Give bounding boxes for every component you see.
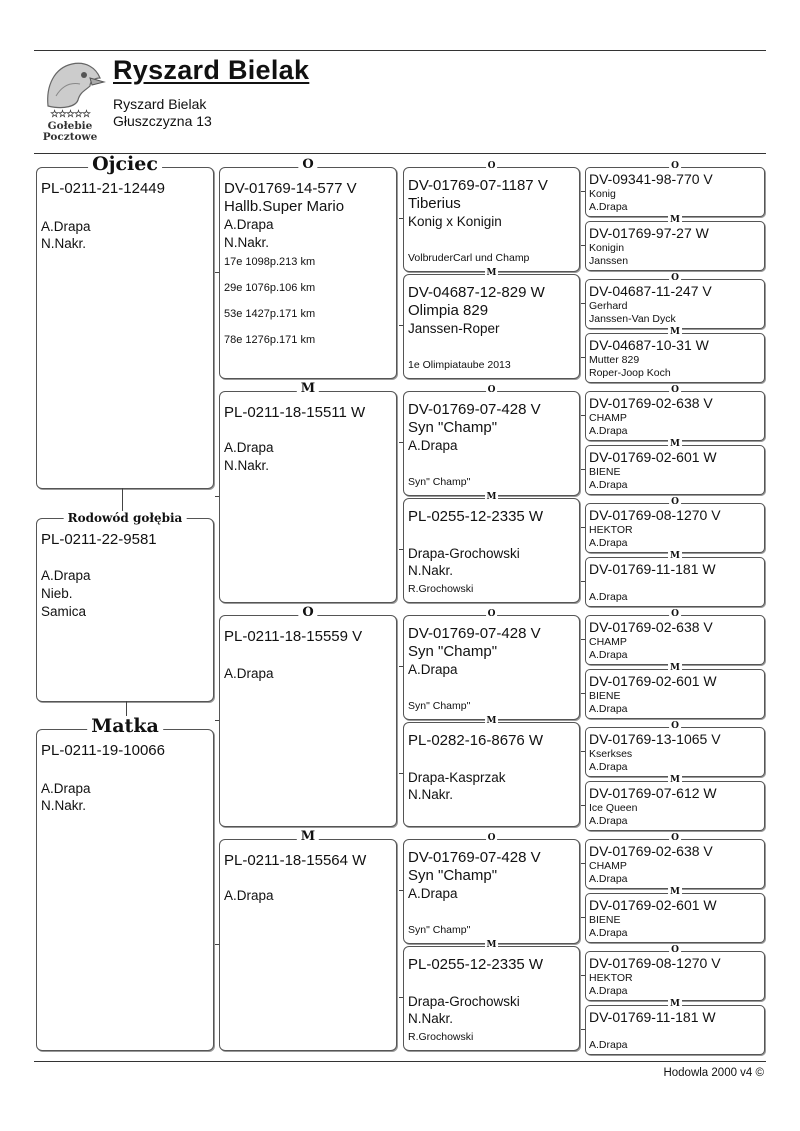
box-label: O (487, 609, 496, 619)
grandparent-box[interactable] (403, 833, 580, 944)
grandparent-box[interactable] (403, 268, 580, 379)
ring-number: DV-01769-08-1270 V (589, 507, 721, 523)
connector (581, 191, 585, 192)
breeder: A.Drapa (41, 568, 91, 583)
ring-number: DV-01769-11-181 W (589, 561, 716, 577)
note: 1e Olimpiataube 2013 (408, 359, 511, 371)
great-grandparent-box[interactable] (585, 215, 765, 271)
color: N.Nakr. (41, 798, 87, 813)
ring-number: DV-01769-02-638 V (589, 619, 713, 635)
ring-number: DV-04687-12-829 W (408, 284, 545, 301)
note: Syn" Champ" (408, 924, 471, 936)
footer-credit: Hodowla 2000 v4 © (663, 1067, 764, 1079)
breeder: A.Drapa (408, 438, 458, 453)
pigeon-name: Konigin (589, 242, 625, 254)
logo-text-line2: Pocztowe (42, 131, 98, 143)
breeder: A.Drapa (589, 1039, 628, 1051)
pigeon-name: Olimpia 829 (408, 302, 489, 319)
box-label: O (487, 385, 496, 395)
great-grandparent-box[interactable] (585, 497, 765, 553)
pigeon-name: Mutter 829 (589, 354, 640, 366)
ring-number: DV-01769-97-27 W (589, 225, 709, 241)
box-label: M (486, 268, 497, 278)
ring-number: DV-01769-02-638 V (589, 843, 713, 859)
breeder: A.Drapa (408, 662, 458, 677)
logo-text-line1: Gołebie (47, 120, 93, 132)
parent-box-dam[interactable] (219, 381, 397, 603)
ring-number: DV-01769-07-612 W (589, 785, 717, 801)
box-label: Matka (87, 716, 163, 736)
great-grandparent-box[interactable] (585, 439, 765, 495)
connector (399, 997, 403, 998)
ring-number: DV-01769-08-1270 V (589, 955, 721, 971)
breeder: A.Drapa (589, 425, 628, 437)
bottom-rule (34, 1061, 766, 1062)
great-grandparent-box[interactable] (585, 721, 765, 777)
box-label: O (487, 161, 496, 171)
note: VolbruderCarl und Champ (408, 252, 530, 264)
box-label: M (670, 439, 680, 449)
breeder: A.Drapa (589, 761, 628, 773)
box-label: O (671, 497, 679, 507)
connector (215, 944, 219, 945)
pigeon-name: Gerhard (589, 300, 628, 312)
breeder: Janssen-Van Dyck (589, 313, 676, 325)
ring-number: PL-0211-19-10066 (41, 742, 165, 759)
box-label: M (670, 663, 680, 673)
box-label: M (670, 775, 680, 785)
great-grandparent-box[interactable] (585, 609, 765, 665)
great-grandparent-box[interactable] (585, 551, 765, 607)
ring-number: DV-01769-07-1187 V (408, 177, 548, 194)
pigeon-name: BIENE (589, 914, 621, 926)
pigeon-name: CHAMP (589, 860, 627, 872)
box-label: O (298, 606, 317, 620)
grandparent-box[interactable] (403, 609, 580, 720)
breeder: A.Drapa (224, 888, 274, 903)
connector (581, 1029, 585, 1030)
club-logo (34, 56, 106, 148)
ring-number: PL-0211-18-15511 W (224, 404, 366, 421)
father-box[interactable] (36, 153, 214, 489)
color: N.Nakr. (408, 787, 454, 802)
result-line: 17e 1098p.213 km (224, 256, 316, 268)
box-label: M (670, 887, 680, 897)
great-grandparent-box[interactable] (585, 775, 765, 831)
pigeon-name: Tiberius (408, 195, 461, 212)
box-label: O (671, 273, 679, 283)
note: R.Grochowski (408, 1031, 474, 1043)
pigeon-name: Konig (589, 188, 616, 200)
ring-number: PL-0255-12-2335 W (408, 956, 544, 973)
color: N.Nakr. (224, 458, 270, 473)
breeder: Janssen (589, 255, 629, 267)
pigeon-name: Syn "Champ" (408, 419, 498, 436)
box-label: O (487, 833, 496, 843)
ring-number: DV-01769-02-638 V (589, 395, 713, 411)
grandparent-box[interactable] (403, 716, 580, 827)
ring-number: DV-01769-02-601 W (589, 449, 717, 465)
grandparent-box[interactable] (403, 940, 580, 1051)
parent-box-dam[interactable] (219, 829, 397, 1051)
connector (581, 245, 585, 246)
connector (215, 496, 219, 497)
breeder: A.Drapa (589, 815, 628, 827)
pigeon-name: Syn "Champ" (408, 867, 498, 884)
box-label: Ojciec (88, 154, 162, 174)
great-grandparent-box[interactable] (585, 945, 765, 1001)
ring-number: DV-01769-07-428 V (408, 401, 541, 418)
breeder: A.Drapa (589, 201, 628, 213)
connector (215, 720, 219, 721)
ring-number: DV-01769-11-181 W (589, 1009, 716, 1025)
connector (581, 357, 585, 358)
breeder: A.Drapa (41, 219, 91, 234)
box-label: O (671, 721, 679, 731)
sex: Samica (41, 604, 87, 619)
connector (215, 272, 219, 273)
connector (581, 693, 585, 694)
connector (399, 890, 403, 891)
breeder: A.Drapa (408, 886, 458, 901)
box-label: M (670, 999, 680, 1009)
ring-number: PL-0211-21-12449 (41, 180, 165, 197)
ring-number: DV-09341-98-770 V (589, 171, 713, 187)
box-label: Rodowód gołębia (64, 511, 187, 525)
great-grandparent-box[interactable] (585, 887, 765, 943)
connector (581, 303, 585, 304)
ring-number: DV-04687-11-247 V (589, 283, 712, 299)
box-label: M (670, 215, 680, 225)
breeder: A.Drapa (224, 666, 274, 681)
connector (399, 666, 403, 667)
pigeon-name: BIENE (589, 466, 621, 478)
great-grandparent-box[interactable] (585, 327, 765, 383)
connector (581, 805, 585, 806)
note: Syn" Champ" (408, 700, 471, 712)
grandparent-box[interactable] (403, 385, 580, 496)
connector (399, 442, 403, 443)
result-line: 29e 1076p.106 km (224, 282, 316, 294)
breeder: A.Drapa (589, 873, 628, 885)
connector (399, 773, 403, 774)
note: R.Grochowski (408, 583, 474, 595)
mother-box[interactable] (36, 715, 214, 1051)
pigeon-name: Ice Queen (589, 802, 638, 814)
connector (581, 863, 585, 864)
ring-number: DV-01769-14-577 V (224, 180, 357, 197)
strain: Drapa-Kasprzak (408, 770, 506, 785)
connector (581, 527, 585, 528)
box-label: O (671, 833, 679, 843)
connector (399, 549, 403, 550)
breeder-name: Ryszard Bielak (113, 96, 207, 112)
breeder: A.Drapa (41, 781, 91, 796)
breeder: Janssen-Roper (408, 321, 500, 336)
ring-number: DV-04687-10-31 W (589, 337, 709, 353)
ring-number: PL-0211-18-15559 V (224, 628, 363, 645)
box-label: O (671, 385, 679, 395)
box-label: M (486, 716, 497, 726)
strain: Drapa-Grochowski (408, 994, 520, 1009)
subject-box[interactable] (36, 511, 214, 702)
connector (399, 325, 403, 326)
breeder: A.Drapa (224, 440, 274, 455)
pigeon-head-icon (34, 56, 106, 112)
pigeon-name: Syn "Champ" (408, 643, 498, 660)
breeder: A.Drapa (589, 479, 628, 491)
connector (581, 975, 585, 976)
pigeon-name: Hallb.Super Mario (224, 198, 345, 215)
ring-number: DV-01769-07-428 V (408, 625, 541, 642)
ring-number: PL-0211-22-9581 (41, 531, 157, 548)
connector (581, 581, 585, 582)
ring-number: PL-0282-16-8676 W (408, 732, 544, 749)
ring-number: PL-0255-12-2335 W (408, 508, 544, 525)
great-grandparent-box[interactable] (585, 385, 765, 441)
box-label: O (671, 161, 679, 171)
great-grandparent-box[interactable] (585, 833, 765, 889)
connector (399, 218, 403, 219)
breeder: A.Drapa (589, 927, 628, 939)
pigeon-name: HEKTOR (589, 524, 633, 536)
box-label: O (671, 609, 679, 619)
color: N.Nakr. (41, 236, 87, 251)
box-label: M (297, 830, 319, 844)
pigeon-name: HEKTOR (589, 972, 633, 984)
note: Syn" Champ" (408, 476, 471, 488)
pigeon-name: CHAMP (589, 412, 627, 424)
pigeon-name: Kserkses (589, 748, 633, 760)
connector (581, 639, 585, 640)
breeder: A.Drapa (589, 537, 628, 549)
box-label: M (486, 940, 497, 950)
grandparent-box[interactable] (403, 492, 580, 603)
breeder: Konig x Konigin (408, 214, 502, 229)
color: N.Nakr. (408, 1011, 454, 1026)
box-label: O (298, 158, 317, 172)
ring-number: DV-01769-02-601 W (589, 897, 717, 913)
box-label: M (486, 492, 497, 502)
breeder-name-title: Ryszard Bielak (113, 55, 310, 85)
box-label: M (670, 551, 680, 561)
logo-stars: ☆☆☆☆☆ (50, 109, 90, 120)
result-line: 78e 1276p.171 km (224, 334, 316, 346)
ring-number: DV-01769-07-428 V (408, 849, 541, 866)
breeder-address: Głuszczyzna 13 (113, 113, 212, 129)
box-label: M (297, 382, 319, 396)
pigeon-name: CHAMP (589, 636, 627, 648)
connector (581, 415, 585, 416)
great-grandparent-box[interactable] (585, 999, 765, 1055)
breeder: A.Drapa (589, 985, 628, 997)
ring-number: PL-0211-18-15564 W (224, 852, 367, 869)
breeder: A.Drapa (589, 649, 628, 661)
color: Nieb. (41, 586, 73, 601)
box-label: O (671, 945, 679, 955)
connector (581, 751, 585, 752)
top-rule (34, 50, 766, 51)
great-grandparent-box[interactable] (585, 161, 765, 217)
color: N.Nakr. (224, 235, 270, 250)
grandparent-box[interactable] (403, 161, 580, 272)
box-label: M (670, 327, 680, 337)
result-line: 53e 1427p.171 km (224, 308, 316, 320)
great-grandparent-box[interactable] (585, 273, 765, 329)
color: N.Nakr. (408, 563, 454, 578)
breeder: A.Drapa (224, 217, 274, 232)
pigeon-name: BIENE (589, 690, 621, 702)
parent-box-sire[interactable] (219, 605, 397, 827)
breeder: Roper-Joop Koch (589, 367, 671, 379)
connector (581, 469, 585, 470)
great-grandparent-box[interactable] (585, 663, 765, 719)
breeder: A.Drapa (589, 591, 628, 603)
strain: Drapa-Grochowski (408, 546, 520, 561)
breeder: A.Drapa (589, 703, 628, 715)
ring-number: DV-01769-13-1065 V (589, 731, 721, 747)
ring-number: DV-01769-02-601 W (589, 673, 717, 689)
connector (581, 917, 585, 918)
parent-box-sire[interactable] (219, 157, 397, 379)
